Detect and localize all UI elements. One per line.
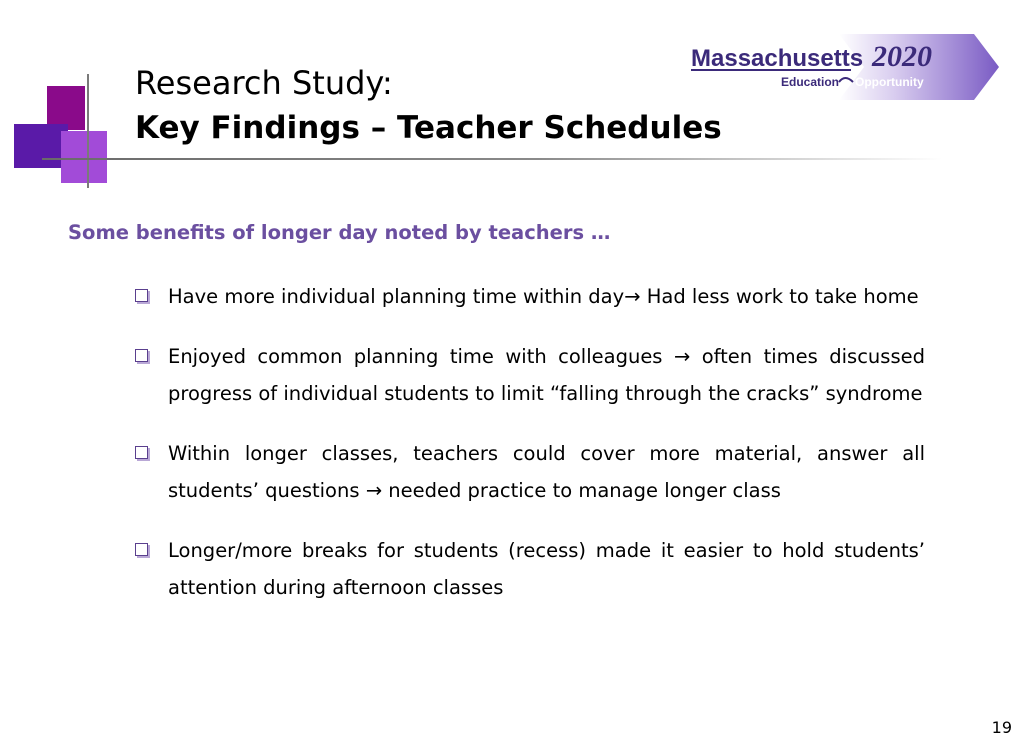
logo-tagline-right: Opportunity (855, 75, 924, 89)
slide-title-line1: Research Study: (135, 64, 393, 102)
checkbox-bullet-icon (135, 289, 148, 302)
checkbox-bullet-icon (135, 543, 148, 556)
slide-subtitle: Some benefits of longer day noted by teachers … (68, 221, 611, 244)
logo-year: 2020 (872, 40, 932, 73)
bullet-list (133, 278, 925, 629)
logo-tagline-left: Education (781, 75, 840, 89)
title-divider (42, 158, 942, 160)
bullet-item (133, 278, 925, 315)
decor-square-violet (14, 124, 68, 168)
bullet-text: Have more individual planning time within day→ Had less work to take home (168, 285, 919, 308)
slide-title-line2: Key Findings – Teacher Schedules (135, 110, 722, 146)
decor-square-lilac (61, 131, 107, 183)
bullet-text: Longer/more breaks for students (recess) made it easier to hold students’ attention during afternoon classes (168, 539, 925, 599)
bullet-text: Within longer classes, teachers could cover more material, answer all students’ questions → needed practice to manage longer class (168, 442, 925, 502)
checkbox-bullet-icon (135, 349, 148, 362)
bullet-text: Enjoyed common planning time with colleagues → often times discussed progress of individual students to limit “falling through the cracks” syndrome (168, 345, 925, 405)
bullet-item (133, 338, 925, 412)
massachusetts-2020-logo (689, 32, 1001, 102)
page-number: 19 (991, 718, 1012, 737)
logo-name: Massachusetts (691, 45, 864, 72)
checkbox-bullet-icon (135, 446, 148, 459)
bullet-item (133, 435, 925, 509)
bullet-item (133, 532, 925, 606)
decor-vertical-rule (87, 74, 89, 188)
